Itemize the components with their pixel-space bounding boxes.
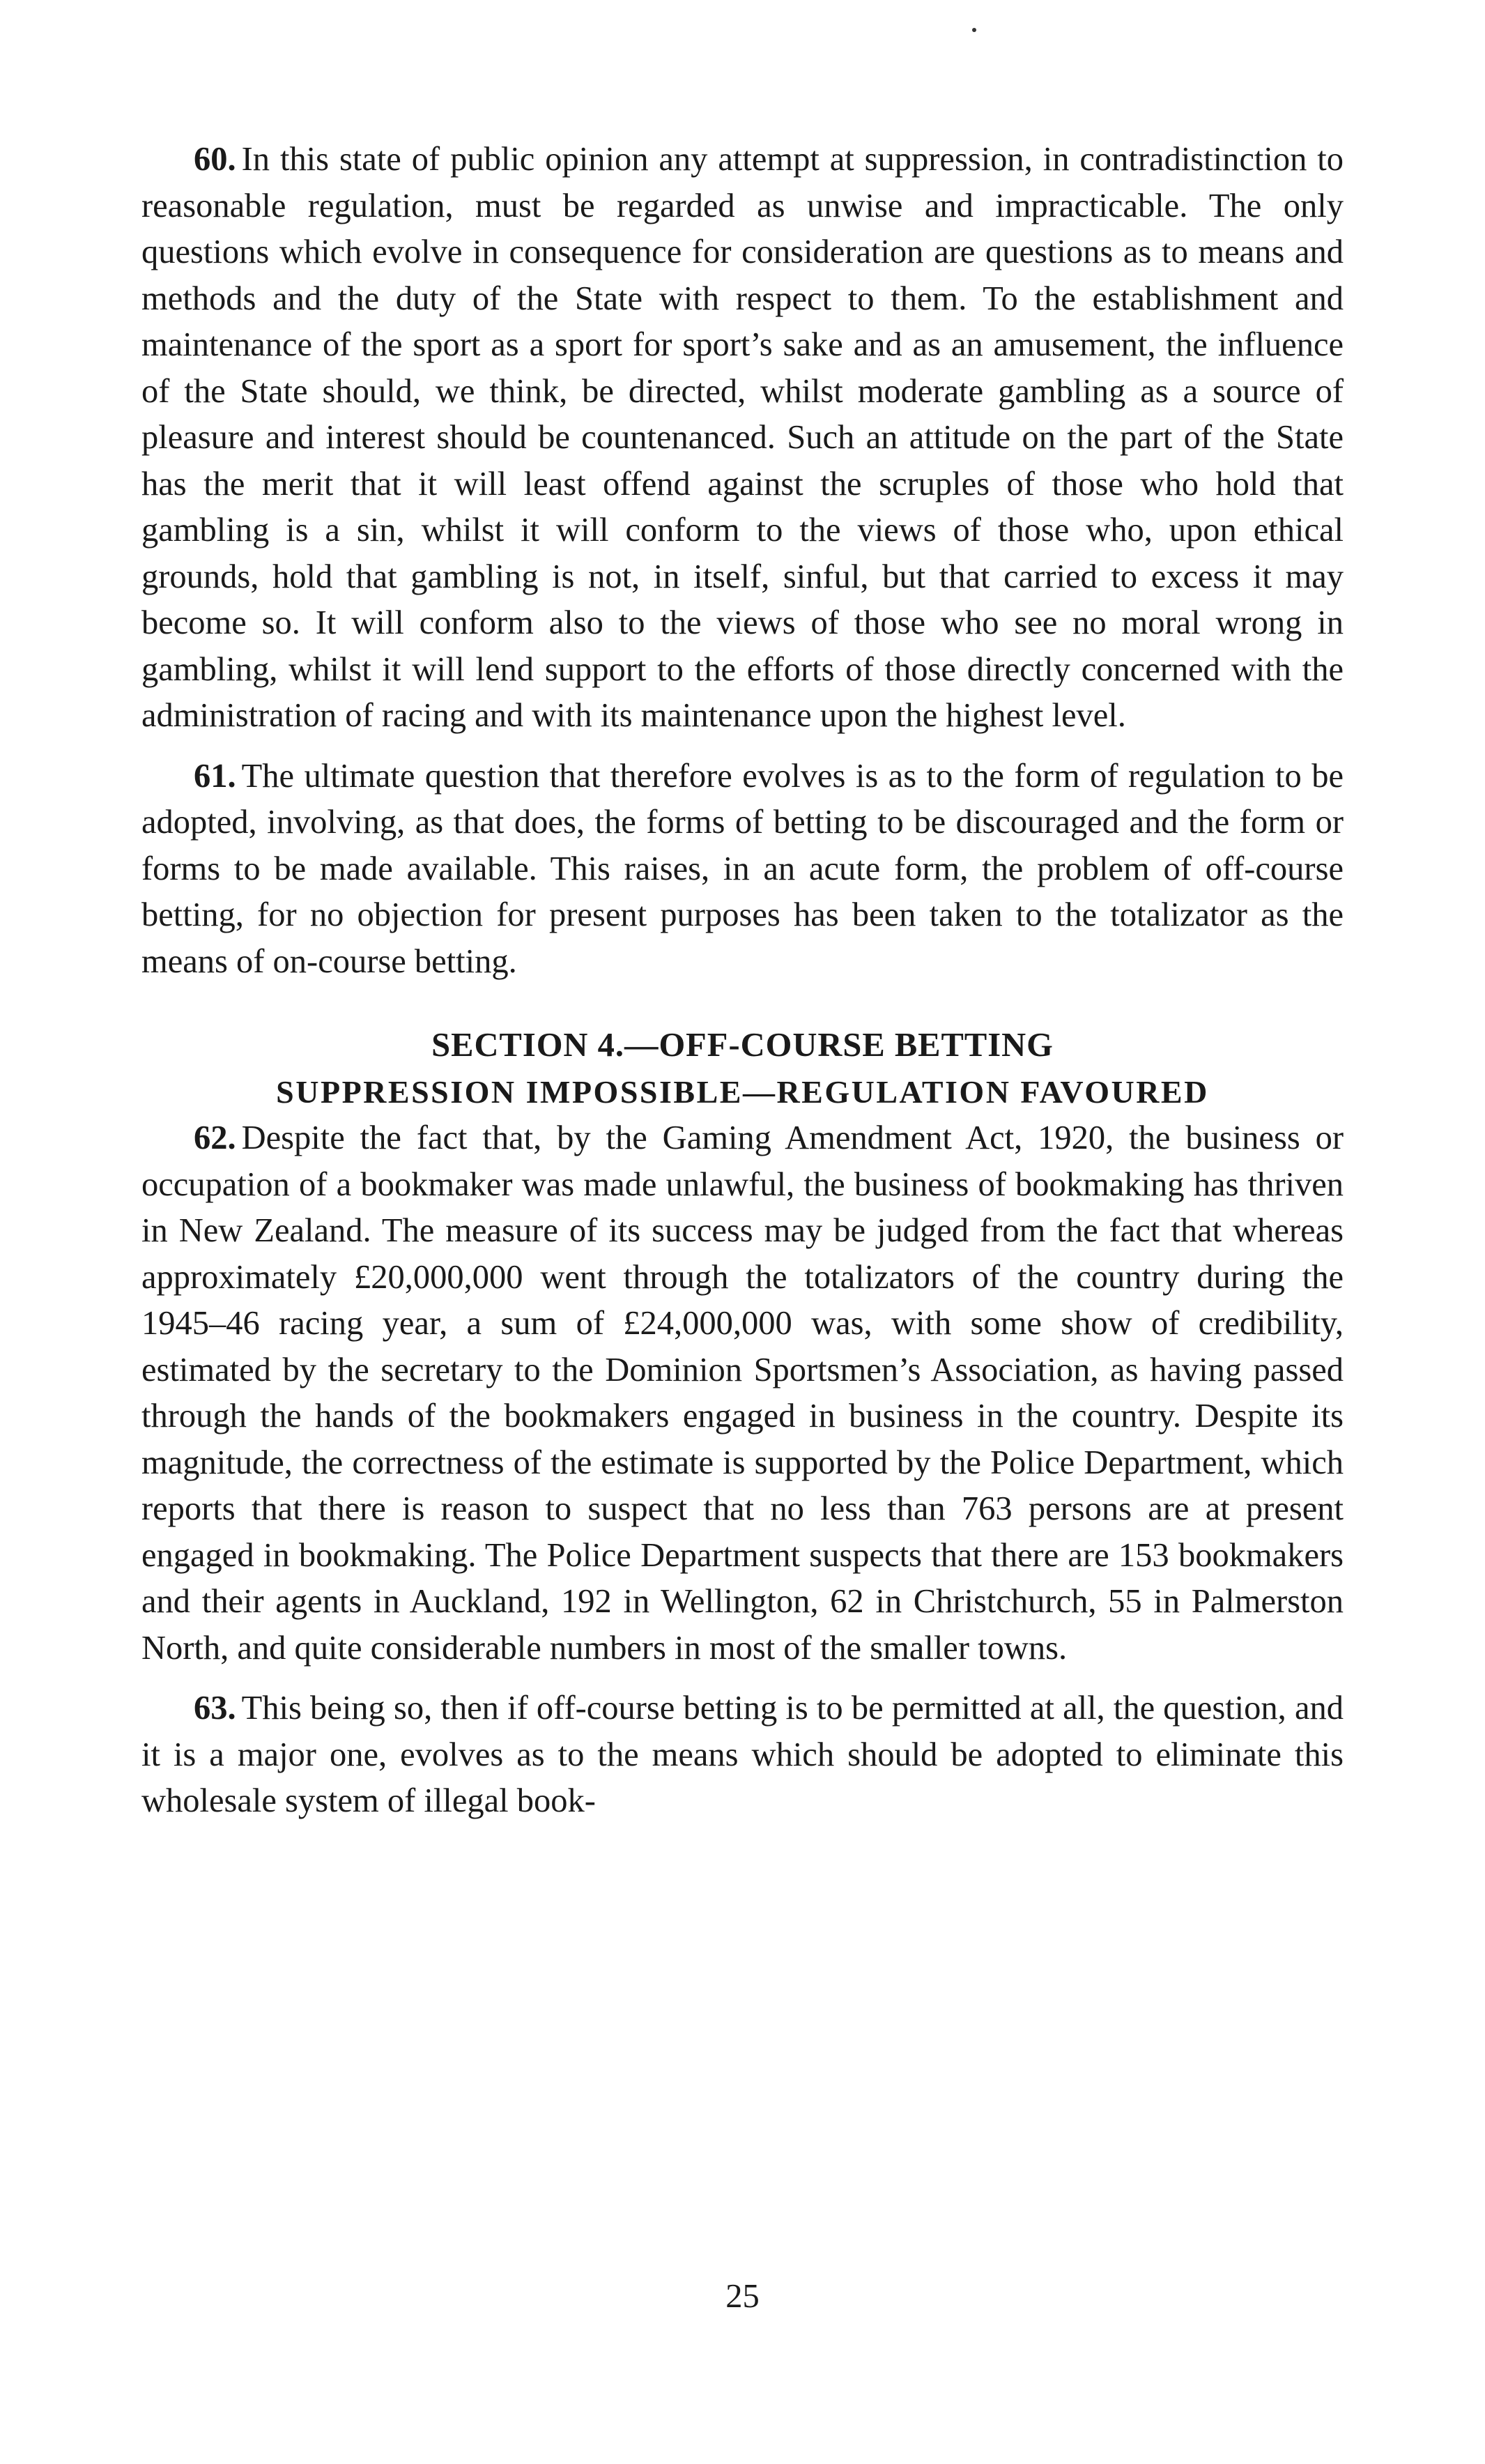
paragraph-number: 63. [194, 1690, 236, 1727]
spacer [141, 985, 1344, 1023]
page-body [141, 137, 1344, 1825]
paragraph-number: 60. [194, 141, 236, 178]
paragraph-text: This being so, then if off-course betting is to be permitted at all, the question, and it is a major one, evolves as to the means which should be adopted to eliminate this wholesale system of illegal book- [141, 1690, 1344, 1819]
paragraph-63 [141, 1685, 1344, 1825]
paragraph-62 [141, 1115, 1344, 1671]
paragraph-60 [141, 137, 1344, 740]
paragraph-number: 62. [194, 1119, 236, 1156]
paragraph-number: 61. [194, 757, 236, 795]
page-number: 25 [725, 2278, 760, 2315]
section-heading: SECTION 4.—OFF-COURSE BETTING [431, 1027, 1054, 1064]
section-subheading: SUPPRESSION IMPOSSIBLE—REGULATION FAVOURED [276, 1073, 1209, 1110]
spacer [141, 740, 1344, 753]
paragraph-text: In this state of public opinion any attempt at suppression, in contradistinction to reasonable regulation, must be regarded as unwise and impracticable. The only questions which evolve in consequence for consideration are questions as to means and methods and the duty of the State with respect to them. To the establishment and maintenance of the sport as a sport for sport’s sake and as an amusement, the influence of the State should, we think, be directed, whilst moderate gambling as a source of pleasure and interest should be countenanced. Such an attitude on the part of the State has the merit that it will least offend against the scruples of those who hold that gambling is a sin, whilst it will conform to the views of those who, upon ethical grounds, hold that gambling is not, in itself, sinful, but that carried to excess it may become so. It will conform also to the views of those who see no moral wrong in gambling, whilst it will lend support to the efforts of those directly concerned with the administration of racing and with its maintenance upon the highest level. [141, 141, 1344, 734]
paragraph-text: Despite the fact that, by the Gaming Amendment Act, 1920, the business or occupation of a bookmaker was made unlawful, the business of bookmaking has thriven in New Zealand. The measure of its success may be judged from the fact that whereas approximately £20,000,000 went through the totalizators of the country during the 1945–46 racing year, a sum of £24,000,000 was, with some show of credibility, estimated by the secretary to the Dominion Sportsmen’s Association, as having passed through the hands of the bookmakers engaged in business in the country. Despite its magnitude, the correctness of the estimate is supported by the Police Department, which reports that there is reason to suspect that no less than 763 persons are at present engaged in bookmaking. The Police Department suspects that there are 153 bookmakers and their agents in Auckland, 192 in Wellington, 62 in Christchurch, 55 in Palmerston North, and quite considerable numbers in most of the smaller towns. [141, 1119, 1344, 1667]
spacer [141, 1671, 1344, 1685]
paragraph-text: The ultimate question that therefore evolves is as to the form of regulation to be adopted, involving, as that does, the forms of betting to be discouraged and the form or forms to be made available. This raises, in an acute form, the problem of off-course betting, for no objection for present purposes has been taken to the totalizator as the means of on-course betting. [141, 757, 1344, 980]
paragraph-61 [141, 753, 1344, 986]
scan-speck [972, 28, 976, 32]
